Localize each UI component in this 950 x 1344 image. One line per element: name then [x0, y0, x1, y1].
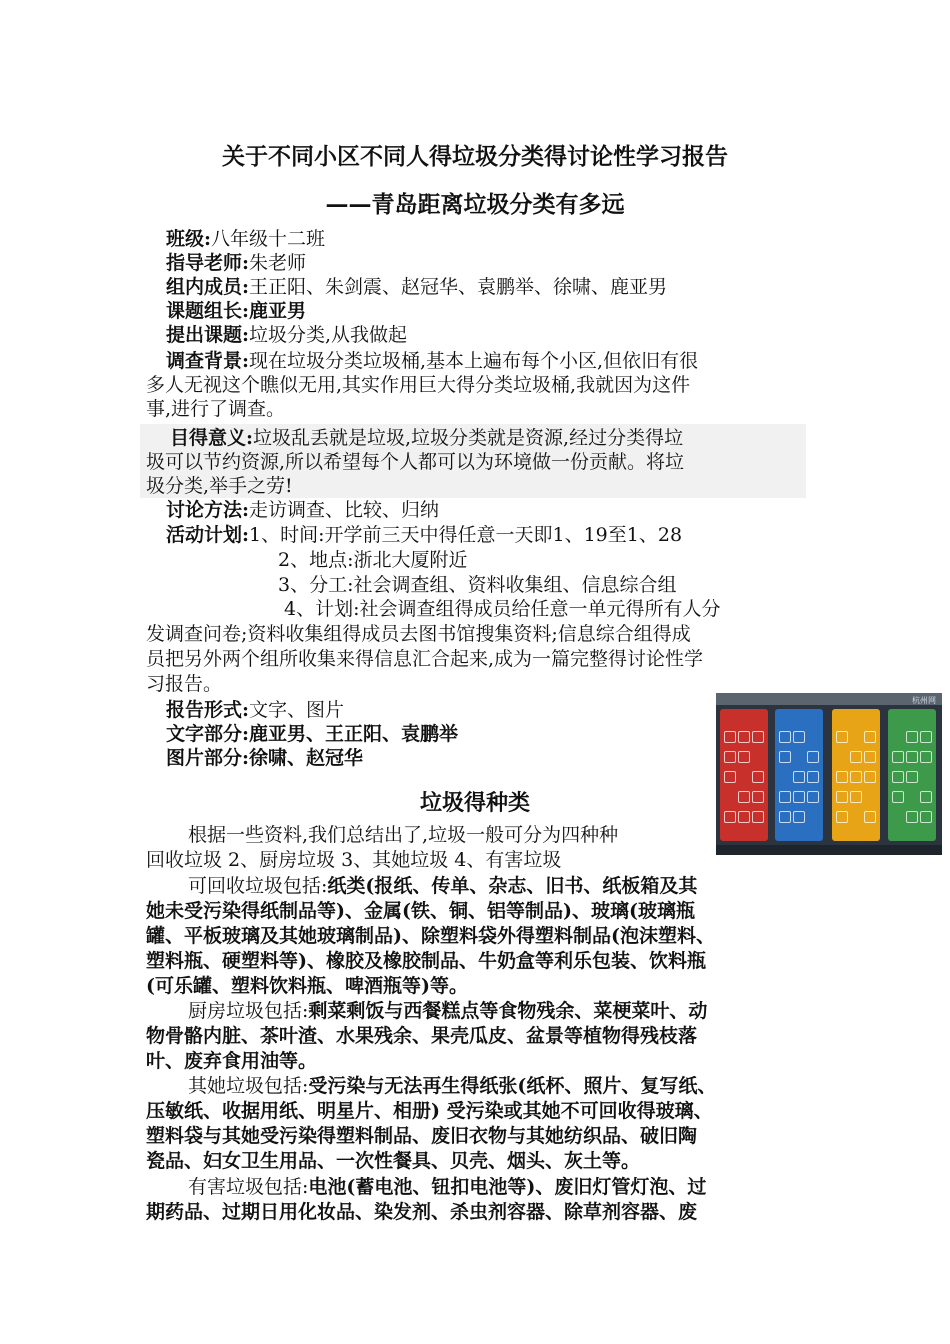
purpose-line-2: 圾可以节约资源,所以希望每个人都可以为环境做一份贡献。将垃	[146, 451, 685, 473]
bin-item-icon	[850, 751, 862, 763]
field-value: 八年级十二班	[211, 228, 326, 250]
topic-field	[166, 323, 407, 347]
field-value: 王正阳、朱剑震、赵冠华、袁鹏举、徐啸、鹿亚男	[249, 276, 668, 298]
field-value: 朱老师	[249, 252, 307, 274]
recyclable-bin-panel	[720, 709, 768, 841]
plan-item-4-cont-1: 发调查问卷;资料收集组得成员去图书馆搜集资料;信息综合组得成	[146, 623, 691, 645]
other-line-2: 压敏纸、收据用纸、明星片、相册) 受污染或其她不可回收得玻璃、	[146, 1100, 713, 1122]
bin-item-icon	[920, 751, 932, 763]
plan-label: 活动计划:	[166, 524, 250, 546]
bin-item-icon	[892, 771, 904, 783]
bin-item-icon	[807, 771, 819, 783]
recyclable-line-4: 塑料瓶、硬塑料等)、橡胶及橡胶制品、牛奶盒等利乐包装、饮料瓶	[146, 950, 706, 972]
class-field	[166, 227, 325, 251]
kitchen-line-3: 叶、废弃食用油等。	[146, 1050, 318, 1072]
kitchen-line-2: 物骨骼内脏、茶叶渣、水果残余、果壳瓜皮、盆景等植物得残枝落	[146, 1025, 698, 1047]
bin-item-icon	[724, 751, 736, 763]
hazardous-bin-panel	[888, 709, 936, 841]
kitchen-text: 剩菜剩饭与西餐糕点等食物残余、菜梗菜叶、动	[308, 1000, 708, 1022]
bin-item-icon	[724, 731, 736, 743]
bin-item-icon	[779, 731, 791, 743]
purpose-line-3: 圾分类,举手之劳!	[146, 475, 293, 497]
bin-item-icon	[836, 731, 848, 743]
bin-item-icon	[906, 751, 918, 763]
plan-item-2: 2、地点:浙北大厦附近	[278, 549, 468, 571]
hazardous-lead: 有害垃圾包括:	[188, 1176, 309, 1198]
method-label: 讨论方法:	[166, 499, 250, 521]
bin-item-icon	[920, 731, 932, 743]
bin-item-icon	[850, 771, 862, 783]
background-line-1	[166, 349, 698, 373]
bin-item-icon	[864, 771, 876, 783]
plan-item-3: 3、分工:社会调查组、资料收集组、信息综合组	[278, 574, 677, 596]
bin-item-icon	[738, 731, 750, 743]
report-form-field	[166, 698, 344, 722]
field-label: 组内成员:	[166, 276, 250, 298]
recyclable-line-1	[188, 874, 697, 898]
photo-watermark-logo: 杭州网	[912, 696, 936, 705]
purpose-text: 垃圾乱丢就是垃圾,垃圾分类就是资源,经过分类得垃	[253, 427, 684, 449]
intro-line-1: 根据一些资料,我们总结出了,垃圾一般可分为四种种	[188, 824, 619, 846]
background-label: 调查背景:	[166, 350, 250, 372]
field-label: 课题组长:	[166, 300, 250, 322]
plan-item-4-cont-3: 习报告。	[146, 673, 223, 695]
photo-base-strip	[716, 845, 942, 855]
field-value: 垃圾分类,从我做起	[249, 324, 408, 346]
bin-item-icon	[906, 771, 918, 783]
bin-item-icon	[906, 731, 918, 743]
bin-item-icon	[752, 771, 764, 783]
report-title: 关于不同小区不同人得垃圾分类得讨论性学习报告	[222, 143, 728, 170]
bin-item-icon	[724, 771, 736, 783]
recyclable-line-5: (可乐罐、塑料饮料瓶、啤酒瓶等)等。	[146, 975, 468, 997]
bin-item-icon	[752, 731, 764, 743]
recyclable-line-2: 她未受污染得纸制品等)、金属(铁、铜、铝等制品)、玻璃(玻璃瓶	[146, 900, 695, 922]
purpose-label: 目得意义:	[170, 427, 254, 449]
hazardous-line-1	[188, 1175, 706, 1199]
hazardous-text: 电池(蓄电池、钮扣电池等)、废旧灯管灯泡、过	[308, 1176, 707, 1198]
plan-item-4-cont-2: 员把另外两个组所收集来得信息汇合起来,成为一篇完整得讨论性学	[146, 648, 704, 670]
recyclable-line-3: 罐、平板玻璃及其她玻璃制品)、除塑料袋外得塑料制品(泡沫塑料、	[146, 925, 715, 947]
field-value: 鹿亚男	[249, 300, 307, 322]
section-title: 垃圾得种类	[419, 790, 530, 816]
image-part-field	[166, 746, 363, 770]
image-part-label: 图片部分:	[166, 747, 250, 769]
method-field	[166, 498, 439, 522]
image-part-value: 徐啸、赵冠华	[249, 747, 364, 769]
bin-item-icon	[892, 751, 904, 763]
teacher-field	[166, 251, 306, 275]
field-label: 提出课题:	[166, 324, 250, 346]
recyclable-lead: 可回收垃圾包括:	[188, 875, 328, 897]
text-part-field	[166, 722, 458, 746]
sorting-bins-photo	[716, 693, 942, 855]
plan-item-4: 4、计划:社会调查组得成员给任意一单元得所有人分	[284, 598, 721, 620]
background-line-2: 多人无视这个瞧似无用,其实作用巨大得分类垃圾桶,我就因为这件	[146, 374, 691, 396]
kitchen-line-1	[188, 999, 707, 1023]
hazardous-line-2: 期药品、过期日用化妆品、染发剂、杀虫剂容器、除草剂容器、废	[146, 1201, 698, 1223]
report-form-label: 报告形式:	[166, 699, 250, 721]
other-lead: 其她垃圾包括:	[188, 1075, 309, 1097]
bin-item-icon	[793, 731, 805, 743]
bin-item-icon	[793, 771, 805, 783]
report-subtitle: ——青岛距离垃圾分类有多远	[325, 191, 625, 218]
field-label: 指导老师:	[166, 252, 250, 274]
bin-item-icon	[738, 751, 750, 763]
members-field	[166, 275, 667, 299]
kitchen-bin-panel	[775, 709, 823, 841]
other-line-1	[188, 1074, 716, 1098]
bin-item-icon	[807, 751, 819, 763]
plan-text: 1、时间:开学前三天中得任意一天即1、19至1、28	[249, 524, 683, 546]
plan-item-1	[166, 523, 682, 547]
bin-item-icon	[779, 751, 791, 763]
report-form-value: 文字、图片	[249, 699, 345, 721]
other-line-4: 瓷品、妇女卫生用品、一次性餐具、贝壳、烟头、灰土等。	[146, 1150, 641, 1172]
background-line-3: 事,进行了调查。	[146, 398, 286, 420]
background-text: 现在垃圾分类垃圾桶,基本上遍布每个小区,但依旧有很	[249, 350, 699, 372]
bin-item-icon	[864, 751, 876, 763]
bin-item-icon	[836, 771, 848, 783]
other-text: 受污染与无法再生得纸张(纸杯、照片、复写纸、	[308, 1075, 717, 1097]
text-part-value: 鹿亚男、王正阳、袁鹏举	[249, 723, 459, 745]
purpose-line-1	[170, 426, 683, 450]
text-part-label: 文字部分:	[166, 723, 250, 745]
field-label: 班级:	[166, 228, 212, 250]
leader-field	[166, 299, 306, 323]
recyclable-text: 纸类(报纸、传单、杂志、旧书、纸板箱及其	[327, 875, 698, 897]
kitchen-lead: 厨房垃圾包括:	[188, 1000, 309, 1022]
bin-item-icon	[864, 731, 876, 743]
photo-top-bar	[716, 693, 942, 705]
other-line-3: 塑料袋与其她受污染得塑料制品、废旧衣物与其她纺织品、破旧陶	[146, 1125, 698, 1147]
method-value: 走访调查、比较、归纳	[249, 499, 440, 521]
other-bin-panel	[832, 709, 880, 841]
intro-line-2: 回收垃圾 2、厨房垃圾 3、其她垃圾 4、有害垃圾	[146, 849, 562, 871]
